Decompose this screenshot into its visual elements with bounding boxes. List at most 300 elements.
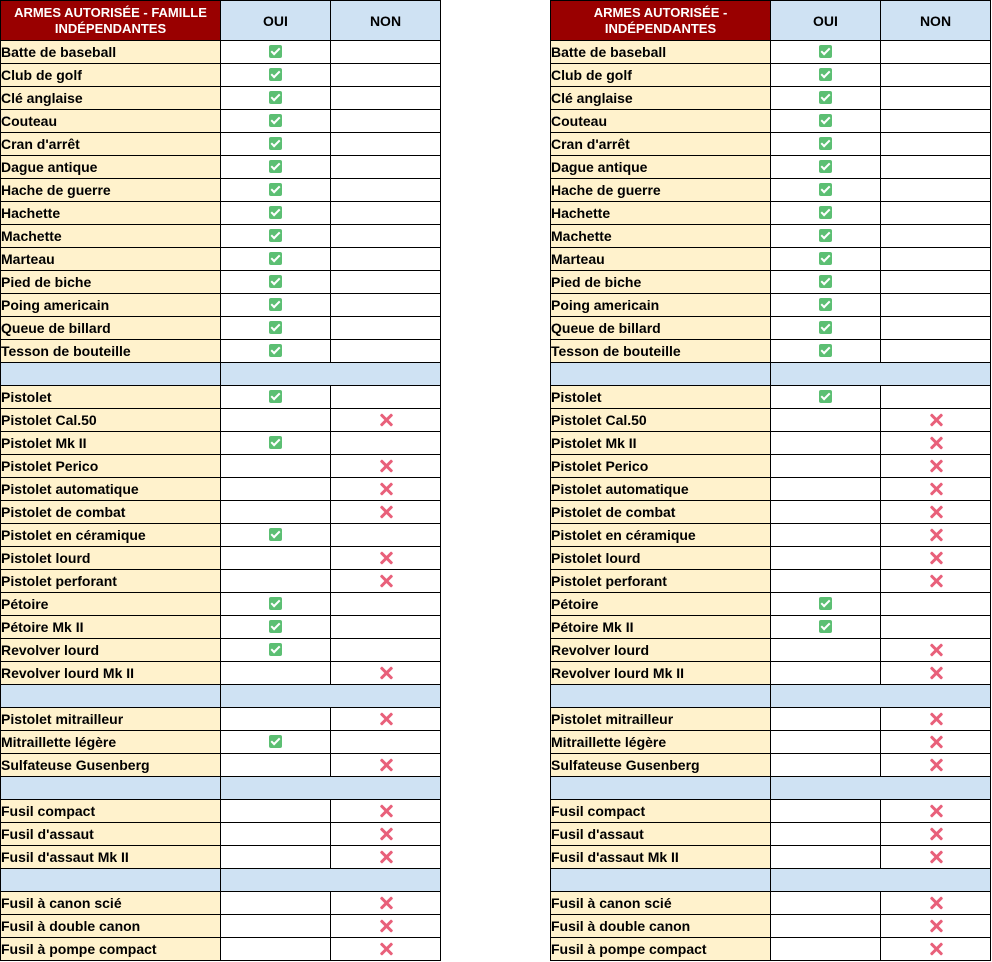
weapon-name: Fusil à pompe compact xyxy=(551,938,771,961)
check-icon xyxy=(269,321,282,334)
weapon-name: Machette xyxy=(1,225,221,248)
group-separator-row xyxy=(551,777,991,800)
table-row xyxy=(551,317,991,340)
cross-icon xyxy=(929,528,943,542)
weapon-name: Pistolet lourd xyxy=(551,547,771,570)
check-icon xyxy=(269,528,282,541)
cell-non xyxy=(331,133,441,156)
table-row xyxy=(551,754,991,777)
weapon-name: Fusil à double canon xyxy=(551,915,771,938)
cell-oui xyxy=(221,662,331,685)
cell-non xyxy=(331,248,441,271)
table-row xyxy=(1,41,441,64)
weapon-name: Club de golf xyxy=(551,64,771,87)
cross-icon xyxy=(929,896,943,910)
cell-non xyxy=(881,340,991,363)
table-row xyxy=(551,938,991,961)
cell-non xyxy=(331,915,441,938)
cross-icon xyxy=(379,919,393,933)
weapon-name: Pistolet en céramique xyxy=(551,524,771,547)
table-row xyxy=(551,593,991,616)
weapon-name: Couteau xyxy=(1,110,221,133)
cell-non xyxy=(881,317,991,340)
cell-oui xyxy=(221,409,331,432)
weapon-name: Clé anglaise xyxy=(1,87,221,110)
cell-non xyxy=(331,570,441,593)
check-icon xyxy=(269,620,282,633)
weapon-name: Pistolet xyxy=(1,386,221,409)
cell-non xyxy=(331,386,441,409)
table-row xyxy=(551,340,991,363)
weapon-name: Mitraillette légère xyxy=(551,731,771,754)
cross-icon xyxy=(379,896,393,910)
cell-non xyxy=(331,317,441,340)
cell-non xyxy=(331,800,441,823)
weapon-name: Revolver lourd xyxy=(551,639,771,662)
weapon-name: Pétoire xyxy=(1,593,221,616)
check-icon xyxy=(819,275,832,288)
cell-oui xyxy=(221,593,331,616)
table-row xyxy=(551,455,991,478)
cell-oui xyxy=(221,64,331,87)
table-row xyxy=(551,202,991,225)
cell-non xyxy=(881,409,991,432)
table-row xyxy=(1,87,441,110)
table-row xyxy=(551,570,991,593)
cell-non xyxy=(331,271,441,294)
check-icon xyxy=(819,137,832,150)
check-icon xyxy=(819,160,832,173)
weapon-name: Hache de guerre xyxy=(551,179,771,202)
cell-oui xyxy=(221,248,331,271)
cell-non xyxy=(881,639,991,662)
cell-oui xyxy=(771,87,881,110)
cross-icon xyxy=(929,505,943,519)
cell-non xyxy=(881,524,991,547)
table-row xyxy=(551,846,991,869)
cell-non xyxy=(881,501,991,524)
weapon-name: Pied de biche xyxy=(1,271,221,294)
weapon-name: Cran d'arrêt xyxy=(1,133,221,156)
cell-oui xyxy=(771,271,881,294)
cell-oui xyxy=(771,478,881,501)
cell-non xyxy=(331,41,441,64)
weapon-name: Fusil à double canon xyxy=(1,915,221,938)
table-row xyxy=(551,478,991,501)
group-separator-row xyxy=(551,363,991,386)
group-separator-row xyxy=(1,777,441,800)
table-row xyxy=(1,501,441,524)
group-separator-row xyxy=(1,363,441,386)
check-icon xyxy=(819,597,832,610)
check-icon xyxy=(269,344,282,357)
cell-oui xyxy=(221,892,331,915)
cross-icon xyxy=(929,942,943,956)
table-row xyxy=(1,156,441,179)
table-row xyxy=(551,64,991,87)
weapons-table-independantes xyxy=(550,0,991,961)
cell-oui xyxy=(221,41,331,64)
table-row xyxy=(551,386,991,409)
cell-oui xyxy=(221,938,331,961)
weapon-name: Cran d'arrêt xyxy=(551,133,771,156)
weapon-name: Fusil compact xyxy=(1,800,221,823)
cell-oui xyxy=(771,892,881,915)
cell-non xyxy=(881,156,991,179)
cell-oui xyxy=(771,639,881,662)
weapons-table-famille-independantes xyxy=(0,0,441,961)
cell-non xyxy=(881,616,991,639)
weapon-name: Fusil à canon scié xyxy=(1,892,221,915)
cell-oui xyxy=(221,156,331,179)
cross-icon xyxy=(929,574,943,588)
weapon-name: Poing americain xyxy=(551,294,771,317)
cell-non xyxy=(331,846,441,869)
cell-non xyxy=(881,892,991,915)
cell-oui xyxy=(221,386,331,409)
table-row xyxy=(1,64,441,87)
cross-icon xyxy=(379,942,393,956)
weapon-name: Dague antique xyxy=(551,156,771,179)
column-header-oui: OUI xyxy=(221,1,331,41)
cell-oui xyxy=(771,432,881,455)
cell-non xyxy=(331,731,441,754)
table-row xyxy=(551,133,991,156)
cell-non xyxy=(881,179,991,202)
cell-non xyxy=(331,892,441,915)
table-row xyxy=(1,892,441,915)
cross-icon xyxy=(929,735,943,749)
cell-oui xyxy=(771,938,881,961)
check-icon xyxy=(819,114,832,127)
check-icon xyxy=(269,275,282,288)
table-row xyxy=(1,800,441,823)
table-row xyxy=(1,547,441,570)
table-row xyxy=(551,110,991,133)
cell-non xyxy=(881,386,991,409)
column-header-oui: OUI xyxy=(771,1,881,41)
cross-icon xyxy=(379,551,393,565)
cell-non xyxy=(331,294,441,317)
weapon-name: Fusil à pompe compact xyxy=(1,938,221,961)
cell-non xyxy=(881,294,991,317)
cell-non xyxy=(331,202,441,225)
check-icon xyxy=(269,229,282,242)
table-row xyxy=(551,179,991,202)
cell-oui xyxy=(221,616,331,639)
check-icon xyxy=(819,252,832,265)
check-icon xyxy=(269,390,282,403)
cell-oui xyxy=(221,501,331,524)
table-row xyxy=(551,731,991,754)
cell-non xyxy=(881,662,991,685)
column-header-non: NON xyxy=(881,1,991,41)
cell-non xyxy=(881,915,991,938)
weapon-name: Machette xyxy=(551,225,771,248)
cell-oui xyxy=(771,547,881,570)
cell-oui xyxy=(221,639,331,662)
table-row xyxy=(551,432,991,455)
cell-non xyxy=(881,823,991,846)
cell-non xyxy=(331,639,441,662)
table-row xyxy=(1,179,441,202)
table-row xyxy=(1,915,441,938)
weapon-name: Hache de guerre xyxy=(1,179,221,202)
cell-non xyxy=(881,754,991,777)
weapon-name: Revolver lourd xyxy=(1,639,221,662)
cell-oui xyxy=(771,340,881,363)
weapon-name: Hachette xyxy=(1,202,221,225)
group-separator-row xyxy=(551,869,991,892)
table-row xyxy=(1,386,441,409)
cell-oui xyxy=(771,248,881,271)
cell-oui xyxy=(221,225,331,248)
table-row xyxy=(551,87,991,110)
cell-non xyxy=(881,202,991,225)
cross-icon xyxy=(379,712,393,726)
cell-oui xyxy=(221,202,331,225)
weapon-name: Pistolet de combat xyxy=(1,501,221,524)
cell-oui xyxy=(221,731,331,754)
cell-oui xyxy=(771,524,881,547)
weapon-name: Sulfateuse Gusenberg xyxy=(1,754,221,777)
table-row xyxy=(551,501,991,524)
table-row xyxy=(1,340,441,363)
cell-non xyxy=(331,938,441,961)
cell-non xyxy=(881,547,991,570)
cross-icon xyxy=(929,919,943,933)
weapon-name: Fusil à canon scié xyxy=(551,892,771,915)
cell-oui xyxy=(771,64,881,87)
cell-non xyxy=(331,501,441,524)
check-icon xyxy=(819,390,832,403)
table-row xyxy=(1,455,441,478)
cross-icon xyxy=(379,666,393,680)
table-row xyxy=(1,639,441,662)
cross-icon xyxy=(379,413,393,427)
cross-icon xyxy=(929,551,943,565)
table-row xyxy=(1,570,441,593)
weapon-name: Revolver lourd Mk II xyxy=(1,662,221,685)
cell-non xyxy=(881,570,991,593)
table-row xyxy=(1,248,441,271)
cross-icon xyxy=(379,574,393,588)
check-icon xyxy=(269,252,282,265)
cell-non xyxy=(331,64,441,87)
table-row xyxy=(551,41,991,64)
table-row xyxy=(1,754,441,777)
weapon-name: Clé anglaise xyxy=(551,87,771,110)
check-icon xyxy=(269,68,282,81)
cell-non xyxy=(881,800,991,823)
cell-oui xyxy=(771,846,881,869)
weapon-name: Fusil d'assaut Mk II xyxy=(1,846,221,869)
cell-non xyxy=(331,593,441,616)
cell-oui xyxy=(221,455,331,478)
table-row xyxy=(1,294,441,317)
weapon-name: Fusil d'assaut Mk II xyxy=(551,846,771,869)
cell-non xyxy=(331,225,441,248)
check-icon xyxy=(819,91,832,104)
table-row xyxy=(551,708,991,731)
weapon-name: Queue de billard xyxy=(1,317,221,340)
cell-non xyxy=(331,110,441,133)
cell-oui xyxy=(771,754,881,777)
weapon-name: Pistolet Perico xyxy=(551,455,771,478)
table-row xyxy=(1,823,441,846)
table-row xyxy=(1,708,441,731)
weapon-name: Pied de biche xyxy=(551,271,771,294)
weapon-name: Pistolet Cal.50 xyxy=(1,409,221,432)
cell-oui xyxy=(771,110,881,133)
weapon-name: Couteau xyxy=(551,110,771,133)
weapon-name: Pistolet perforant xyxy=(1,570,221,593)
cell-oui xyxy=(221,179,331,202)
weapon-name: Pistolet automatique xyxy=(1,478,221,501)
cell-non xyxy=(881,846,991,869)
check-icon xyxy=(269,45,282,58)
weapon-name: Pétoire Mk II xyxy=(1,616,221,639)
cell-non xyxy=(881,938,991,961)
cross-icon xyxy=(379,482,393,496)
cell-non xyxy=(331,524,441,547)
cell-non xyxy=(881,64,991,87)
cell-oui xyxy=(221,110,331,133)
cell-non xyxy=(881,248,991,271)
weapon-name: Queue de billard xyxy=(551,317,771,340)
group-separator-row xyxy=(551,685,991,708)
weapon-name: Pistolet de combat xyxy=(551,501,771,524)
weapon-name: Pistolet Mk II xyxy=(1,432,221,455)
cell-oui xyxy=(771,156,881,179)
cell-non xyxy=(881,225,991,248)
cell-oui xyxy=(771,662,881,685)
weapon-name: Fusil compact xyxy=(551,800,771,823)
cross-icon xyxy=(929,827,943,841)
cross-icon xyxy=(929,436,943,450)
check-icon xyxy=(269,91,282,104)
table-row xyxy=(551,800,991,823)
cell-oui xyxy=(221,317,331,340)
table-row xyxy=(1,317,441,340)
cell-oui xyxy=(771,915,881,938)
weapon-name: Pistolet perforant xyxy=(551,570,771,593)
check-icon xyxy=(819,620,832,633)
table-row xyxy=(551,271,991,294)
cross-icon xyxy=(379,850,393,864)
cell-non xyxy=(331,432,441,455)
cell-oui xyxy=(771,225,881,248)
table-row xyxy=(1,432,441,455)
table-row xyxy=(1,409,441,432)
check-icon xyxy=(819,321,832,334)
weapon-name: Pistolet mitrailleur xyxy=(551,708,771,731)
cell-oui xyxy=(221,294,331,317)
table-row xyxy=(1,202,441,225)
table-row xyxy=(551,616,991,639)
weapon-name: Marteau xyxy=(1,248,221,271)
weapon-name: Marteau xyxy=(551,248,771,271)
cell-non xyxy=(331,156,441,179)
cell-oui xyxy=(771,133,881,156)
cell-oui xyxy=(221,846,331,869)
cell-oui xyxy=(221,800,331,823)
cell-oui xyxy=(771,386,881,409)
cross-icon xyxy=(379,804,393,818)
cell-oui xyxy=(221,133,331,156)
check-icon xyxy=(269,597,282,610)
cross-icon xyxy=(929,643,943,657)
table-row xyxy=(551,662,991,685)
cell-oui xyxy=(221,432,331,455)
cell-oui xyxy=(221,524,331,547)
cell-oui xyxy=(221,708,331,731)
weapon-name: Pétoire Mk II xyxy=(551,616,771,639)
weapon-name: Pistolet Perico xyxy=(1,455,221,478)
weapon-name: Batte de baseball xyxy=(1,41,221,64)
check-icon xyxy=(819,183,832,196)
table-row xyxy=(1,846,441,869)
table-title: ARMES AUTORISÉE - FAMILLE INDÉPENDANTES xyxy=(1,1,221,41)
cell-oui xyxy=(221,271,331,294)
table-row xyxy=(551,225,991,248)
cell-non xyxy=(881,455,991,478)
cell-oui xyxy=(771,41,881,64)
weapon-name: Dague antique xyxy=(1,156,221,179)
cross-icon xyxy=(379,459,393,473)
cross-icon xyxy=(379,758,393,772)
table-row xyxy=(1,524,441,547)
table-row xyxy=(1,110,441,133)
table-row xyxy=(1,662,441,685)
cell-non xyxy=(331,708,441,731)
table-row xyxy=(551,524,991,547)
table-row xyxy=(551,248,991,271)
cell-non xyxy=(881,41,991,64)
cell-non xyxy=(881,432,991,455)
table-row xyxy=(551,409,991,432)
table-row xyxy=(551,294,991,317)
check-icon xyxy=(269,114,282,127)
cell-non xyxy=(331,455,441,478)
table-row xyxy=(1,731,441,754)
cell-oui xyxy=(771,708,881,731)
table-row xyxy=(551,892,991,915)
table-row xyxy=(551,547,991,570)
cell-oui xyxy=(221,754,331,777)
cell-oui xyxy=(221,915,331,938)
check-icon xyxy=(269,436,282,449)
weapon-name: Poing americain xyxy=(1,294,221,317)
check-icon xyxy=(819,206,832,219)
table-row xyxy=(1,938,441,961)
table-row xyxy=(1,225,441,248)
table-row xyxy=(551,156,991,179)
cross-icon xyxy=(929,459,943,473)
cell-oui xyxy=(771,570,881,593)
group-separator-row xyxy=(1,869,441,892)
weapon-name: Pistolet xyxy=(551,386,771,409)
check-icon xyxy=(269,735,282,748)
check-icon xyxy=(269,183,282,196)
table-row xyxy=(551,639,991,662)
cross-icon xyxy=(929,804,943,818)
cell-non xyxy=(881,593,991,616)
cell-oui xyxy=(771,409,881,432)
weapon-name: Tesson de bouteille xyxy=(551,340,771,363)
cross-icon xyxy=(929,413,943,427)
cell-non xyxy=(331,662,441,685)
